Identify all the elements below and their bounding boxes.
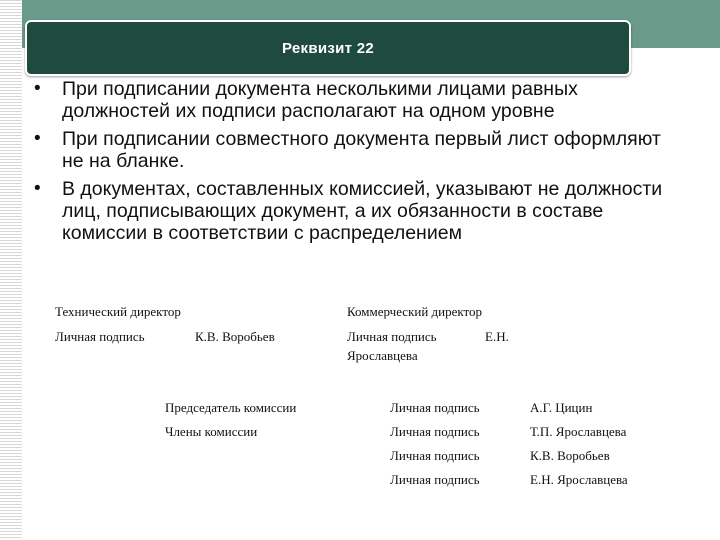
left-signer-name: К.В. Воробьев xyxy=(195,329,275,344)
bullet-text: В документах, составленных комиссией, указывают не должности лиц, подписывающих документ, а их обязанности в составе комиссии в соответствии с распределением xyxy=(62,178,663,244)
commission-member-name: Т.П. Ярославцева xyxy=(530,424,627,439)
bullet-item xyxy=(34,178,674,244)
right-signature-label: Личная подпись xyxy=(347,329,437,344)
bullet-dot-icon: • xyxy=(34,178,41,199)
commission-member-name: Е.Н. Ярославцева xyxy=(530,472,628,487)
right-signer-name-line2: Ярославцева xyxy=(347,348,418,363)
commission-signature-label: Личная подпись xyxy=(390,448,480,463)
bullet-item xyxy=(34,78,674,122)
chairman-role-label: Председатель комиссии xyxy=(165,400,297,415)
bullet-dot-icon: • xyxy=(34,78,41,99)
right-signer-name-line1: Е.Н. xyxy=(485,329,509,344)
slide-title: Реквизит 22 xyxy=(281,39,375,57)
bullet-text: При подписании совместного документа первый лист оформляют не на бланке. xyxy=(62,128,661,172)
bullet-list xyxy=(34,78,674,250)
left-stripe-decoration xyxy=(0,0,22,540)
right-position-label: Коммерческий директор xyxy=(347,304,483,319)
left-signature-label: Личная подпись xyxy=(55,329,145,344)
title-bar xyxy=(25,20,631,76)
commission-signature-label: Личная подпись xyxy=(390,472,480,487)
commission-signature-label: Личная подпись xyxy=(390,400,480,415)
bullet-text: При подписании документа несколькими лицами равных должностей их подписи располагают на одном уровне xyxy=(62,78,578,122)
members-role-label: Члены комиссии xyxy=(165,424,258,439)
commission-signature-label: Личная подпись xyxy=(390,424,480,439)
bullet-dot-icon: • xyxy=(34,128,41,149)
commission-member-name: А.Г. Цицин xyxy=(530,400,593,415)
bullet-item xyxy=(34,128,674,172)
left-position-label: Технический директор xyxy=(55,304,181,319)
commission-member-name: К.В. Воробьев xyxy=(530,448,610,463)
